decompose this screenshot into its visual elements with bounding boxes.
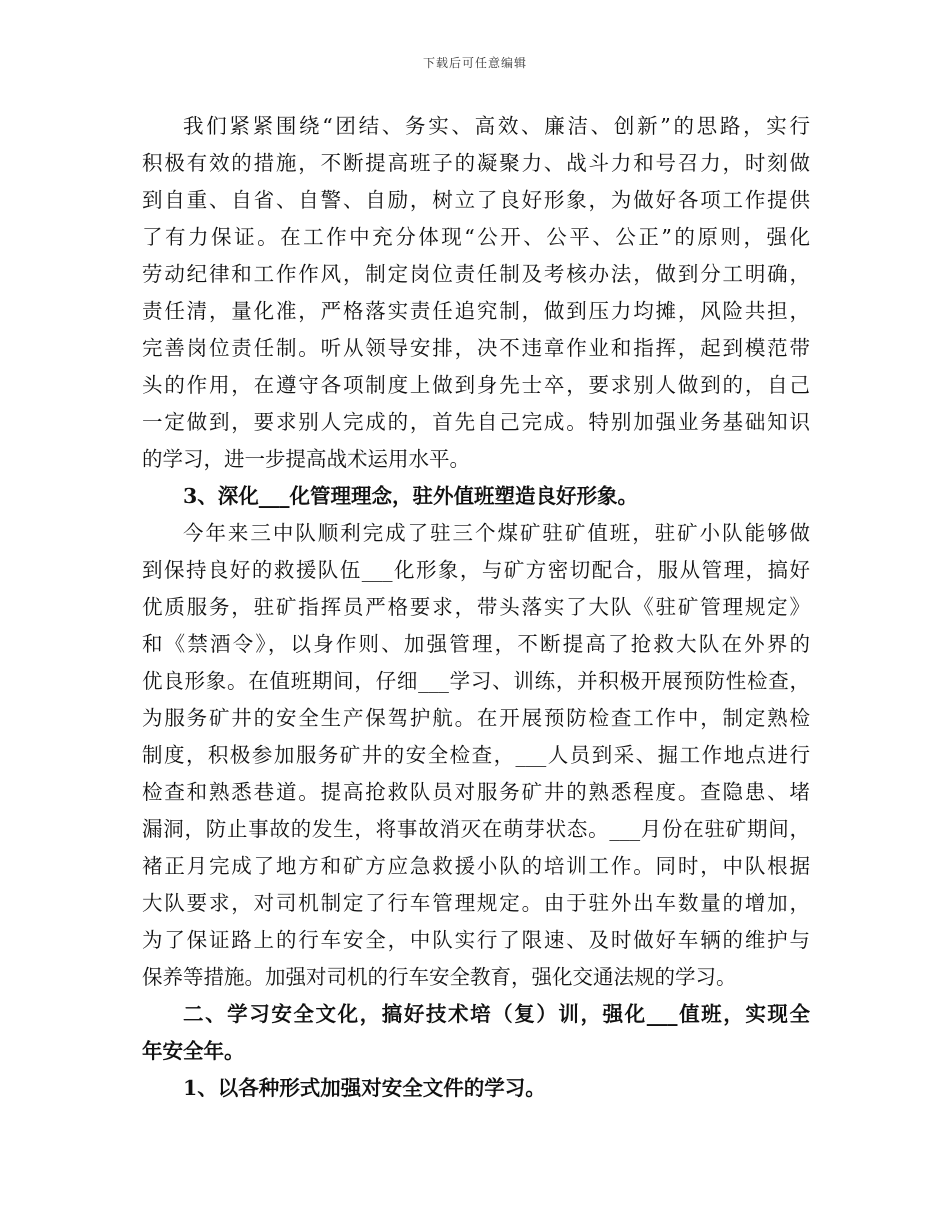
text-line: 到自重、自省、自警、自励，树立了良好形象，为做好各项工作提供 — [142, 188, 810, 212]
text-line: 今年来三中队顺利完成了驻三个煤矿驻矿值班，驻矿小队能够做 — [183, 521, 810, 545]
paragraph-2 — [142, 515, 810, 996]
text-line: 大队要求，对司机制定了行车管理规定。由于驻外出车数量的增加， — [142, 891, 810, 915]
text-line: 头的作用，在遵守各项制度上做到身先士卒，要求别人做到的，自己 — [142, 373, 810, 397]
text-line: 优质服务，驻矿指挥员严格要求，带头落实了大队《驻矿管理规定》 — [142, 595, 810, 619]
text-line: 的学习，进一步提高战术运用水平。 — [142, 447, 470, 471]
text-line: 完善岗位责任制。听从领导安排，决不违章作业和指挥，起到模范带 — [142, 336, 810, 360]
text-line: 为了保证路上的行车安全，中队实行了限速、及时做好车辆的维护与 — [142, 928, 810, 952]
text-line: 为服务矿井的安全生产保驾护航。在开展预防检查工作中，制定熟检 — [142, 706, 810, 730]
text-line: 了有力保证。在工作中充分体现“公开、公平、公正”的原则，强化 — [142, 225, 810, 249]
text-line: 漏洞，防止事故的发生，将事故消灭在萌芽状态。___月份在驻矿期间， — [142, 817, 810, 841]
section-heading-1: 1、以各种形式加强对安全文件的学习。 — [183, 1076, 546, 1100]
text-line: 劳动纪律和工作作风，制定岗位责任制及考核办法，做到分工明确， — [142, 262, 810, 286]
page-header: 下载后可任意编辑 — [422, 56, 527, 70]
document-body — [142, 108, 810, 1107]
text-line: 积极有效的措施，不断提高班子的凝聚力、战斗力和号召力，时刻做 — [142, 151, 810, 175]
text-line: 责任清，量化准，严格落实责任追究制，做到压力均摊，风险共担， — [142, 299, 810, 323]
text-line: 和《禁酒令》，以身作则、加强管理，不断提高了抢救大队在外界的 — [142, 632, 810, 656]
text-line: 检查和熟悉巷道。提高抢救队员对服务矿井的熟悉程度。查隐患、堵 — [142, 780, 810, 804]
heading-line: 二、学习安全文化，搞好技术培（复）训，强化___值班，实现全 — [183, 1002, 810, 1026]
paragraph-1 — [142, 108, 810, 478]
text-line: 优良形象。在值班期间，仔细___学习、训练，并积极开展预防性检查， — [142, 669, 810, 693]
text-line: 褚正月完成了地方和矿方应急救援小队的培训工作。同时，中队根据 — [142, 854, 810, 878]
section-heading-3: 3、深化___化管理理念，驻外值班塑造良好形象。 — [183, 484, 639, 508]
text-line: 到保持良好的救援队伍___化形象，与矿方密切配合，服从管理，搞好 — [142, 558, 810, 582]
section-heading-2 — [142, 996, 810, 1070]
text-line: 我们紧紧围绕“团结、务实、高效、廉洁、创新”的思路，实行 — [183, 114, 810, 138]
heading-line: 年安全年。 — [142, 1039, 245, 1063]
text-line: 制度，积极参加服务矿井的安全检查，___人员到采、掘工作地点进行 — [142, 743, 810, 767]
text-line: 一定做到，要求别人完成的，首先自己完成。特别加强业务基础知识 — [142, 410, 810, 434]
text-line: 保养等措施。加强对司机的行车安全教育，强化交通法规的学习。 — [142, 965, 737, 989]
